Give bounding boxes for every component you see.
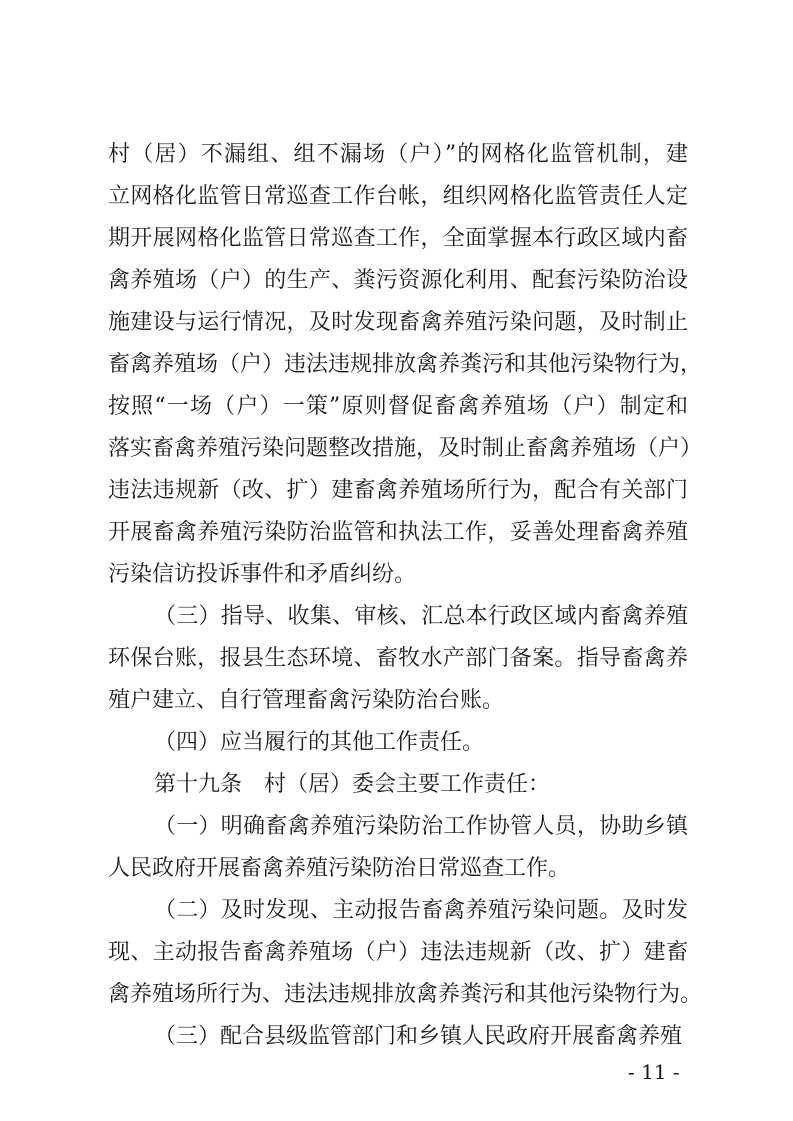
text-line-7: 按照“一场（户）一策”原则督促畜禽养殖场（户）制定和 [108,394,688,419]
text-line-4: 禽养殖场（户）的生产、粪污资源化利用、配套污染防治设 [108,268,688,293]
page-number: - 11 - [628,1060,680,1084]
text-line-12: （三）指导、收集、审核、汇总本行政区域内畜禽养殖 [154,604,688,629]
text-line-8: 落实畜禽养殖污染问题整改措施，及时制止畜禽养殖场（户） [108,436,703,461]
text-line-21: 禽养殖场所行为、违法违规排放禽养粪污和其他污染物行为。 [108,982,703,1007]
text-line-14: 殖户建立、自行管理畜禽污染防治台账。 [108,688,505,713]
text-line-2: 立网格化监管日常巡查工作台帐，组织网格化监管责任人定 [108,184,688,209]
text-line-11: 污染信访投诉事件和矛盾纠纷。 [108,562,417,587]
text-line-19: （二）及时发现、主动报告畜禽养殖污染问题。及时发 [154,898,688,923]
text-line-17: （一）明确畜禽养殖污染防治工作协管人员，协助乡镇 [154,814,688,839]
article-heading: 第十九条 村（居）委会主要工作责任： [154,772,551,797]
text-line-22: （三）配合县级监管部门和乡镇人民政府开展畜禽养殖 [154,1024,683,1049]
text-line-1: 村（居）不漏组、组不漏场（户）”的网格化监管机制，建 [108,142,688,167]
text-line-15: （四）应当履行的其他工作责任。 [154,730,485,755]
text-line-3: 期开展网格化监管日常巡查工作，全面掌握本行政区域内畜 [108,226,688,251]
text-line-18: 人民政府开展畜禽养殖污染防治日常巡查工作。 [108,856,571,881]
text-line-20: 现、主动报告畜禽养殖场（户）违法违规新（改、扩）建畜 [108,940,688,965]
text-line-9: 违法违规新（改、扩）建畜禽养殖场所行为，配合有关部门 [108,478,688,503]
text-line-6: 畜禽养殖场（户）违法违规排放禽养粪污和其他污染物行为， [108,352,703,377]
text-line-5: 施建设与运行情况，及时发现畜禽养殖污染问题，及时制止 [108,310,688,335]
text-line-10: 开展畜禽养殖污染防治监管和执法工作，妥善处理畜禽养殖 [108,520,688,545]
text-line-13: 环保台账，报县生态环境、畜牧水产部门备案。指导畜禽养 [108,646,688,671]
